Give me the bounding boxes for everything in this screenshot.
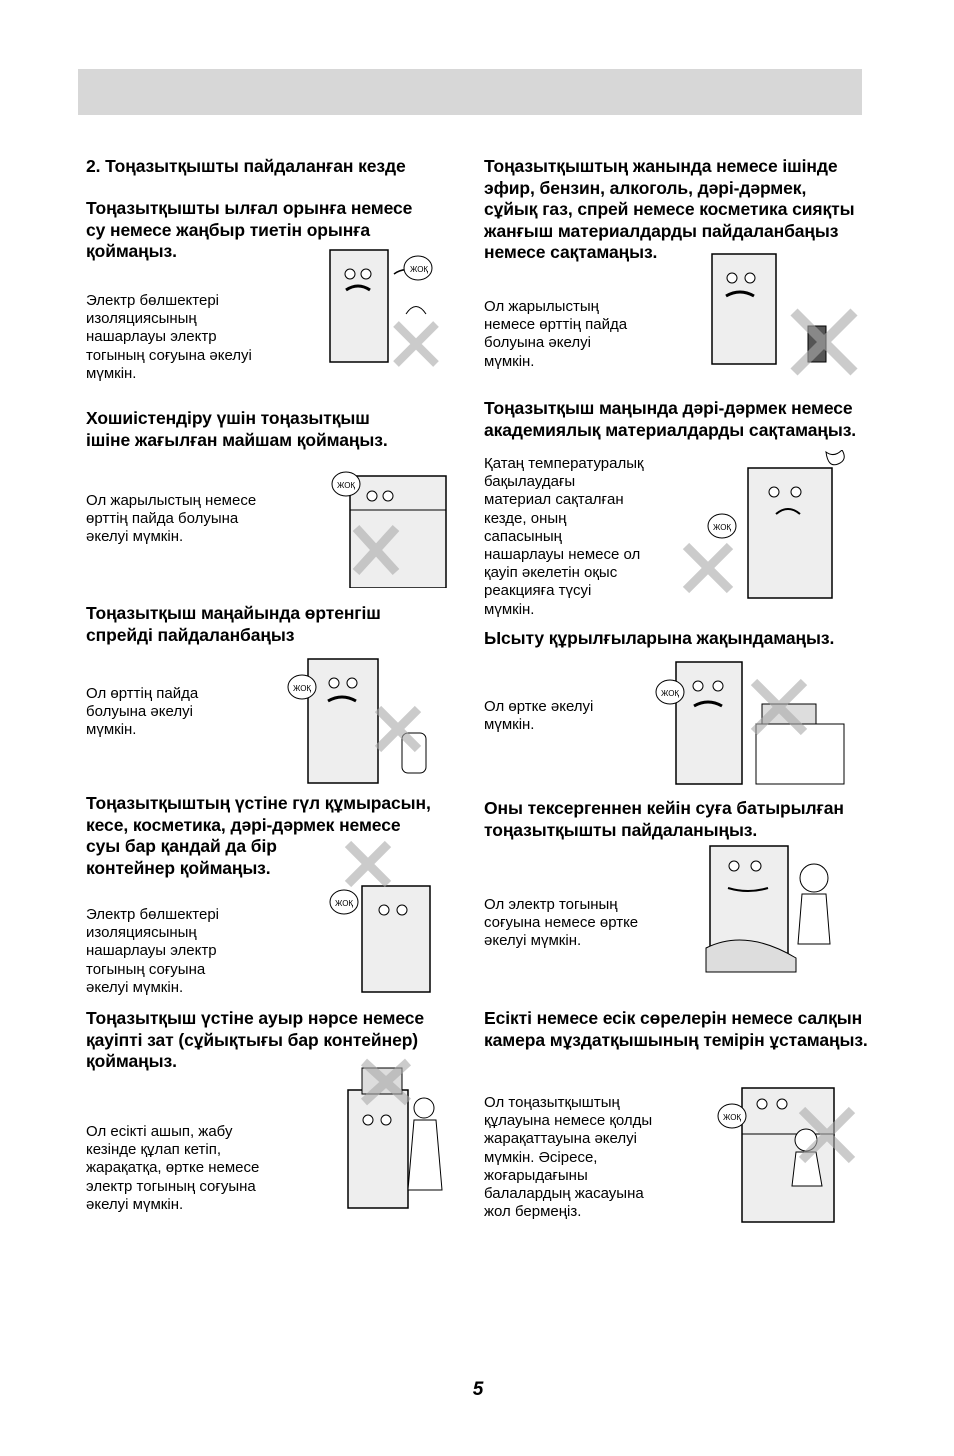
s8-heading: Ысыту құрылғыларына жақындамаңыз. [484,628,835,648]
fridge-rain-illustration [306,244,458,368]
s4-heading: Тоңазытқыштың үстіне гүл құмырасын, кесе, косметика, дәрі-дәрмек немесе суы бар қандай да бір контейнер қоймаңыз. [86,793,431,878]
s4-badge: ЖОҚ [335,899,354,908]
s6-body: Ол жарылыстың немесе өрттің пайда болуына әкелуі мүмкін. [484,298,628,370]
s7-body: Қатаң температуралық бақылаудағы материал сақталған кезде, оның сапасының нашарлауы немесе ол қауіп әкелетін оқыс реакцияға түсуі мүмкін. [484,455,644,618]
s9-heading: Оны тексергеннен кейін суға батырылған тоңазытқышты пайдаланыңыз. [484,798,844,840]
s7-heading: Тоңазытқыш маңында дәрі-дәрмек немесе академиялық материалдарды сақтамаңыз. [484,398,857,440]
header-bar [78,69,862,115]
s8-body: Ол өртке әкелуі мүмкін. [484,698,594,734]
s1-badge: ЖОҚ [410,265,429,274]
s8-badge: ЖОҚ [661,689,680,698]
s9-body: Ол электр тогының соғуына немесе өртке әкелуі мүмкін. [484,896,639,950]
fridge-heavy-object-illustration [334,1058,446,1210]
fridge-flooded-illustration [666,842,856,976]
s2-body: Ол жарылыстың немесе өрттің пайда болуына әкелуі мүмкін. [86,492,257,546]
s10-body: Ол тоңазытқыштың құлауына немесе қолды жарақаттауына әкелуі мүмкін. Әсіресе, жоғарыдағыны балалардың жасауына жол бермеңіз. [484,1094,653,1221]
s1-body: Электр бөлшектері изоляциясының нашарлауы электр тогының соғуына әкелуі мүмкін. [86,292,252,382]
s2-badge: ЖОҚ [337,481,356,490]
fridge-flammables-illustration [654,250,864,380]
s5-heading: Тоңазытқыш үстіне ауыр нәрсе немесе қауіпті зат (сұйықтығы бар контейнер) қоймаңыз. [86,1008,424,1071]
s2-heading: Хошиістендіру үшін тоңазытқыш ішіне жағылған майшам қоймаңыз. [86,408,388,450]
section-title: 2. Тоңазытқышты пайдаланған кезде [86,156,406,176]
s10-badge: ЖОҚ [723,1113,742,1122]
s10-heading: Есікті немесе есік сөрелерін немесе салқын камера мұздатқышының темірін ұстамаңыз. [484,1008,868,1050]
fridge-child-climbing-illustration [702,1080,862,1224]
s3-body: Ол өрттің пайда болуына әкелуі мүмкін. [86,685,199,739]
fridge-medicine-illustration [676,450,860,600]
s5-body: Ол есікті ашып, жабу кезінде құлап кетіп, жарақатқа, өртке немесе электр тогының соғуына әкелуі мүмкін. [86,1123,260,1213]
fridge-spray-illustration [282,653,452,785]
s3-badge: ЖОҚ [293,684,312,693]
s7-badge: ЖОҚ [713,523,732,532]
fridge-candle-illustration [306,458,456,588]
fridge-vase-illustration [328,838,452,994]
s4-body: Электр бөлшектері изоляциясының нашарлауы электр тогының соғуына әкелуі мүмкін. [86,906,220,996]
s1-heading: Тоңазытқышты ылғал орынға немесе су немесе жаңбыр тиетін орынға қоймаңыз. [86,198,413,261]
s3-heading: Тоңазытқыш маңайында өртенгіш спрейді пайдаланбаңыз [86,603,381,645]
s6-heading: Тоңазытқыштың жанында немесе ішінде эфир, бензин, алкоголь, дәрі-дәрмек, сұйық газ, спрей немесе косметика сияқты жанғыш материалдарды пайдаланбаңыз немесе сақтамаңыз. [484,156,855,262]
fridge-heater-illustration [650,658,850,786]
page-number: 5 [472,1379,484,1400]
